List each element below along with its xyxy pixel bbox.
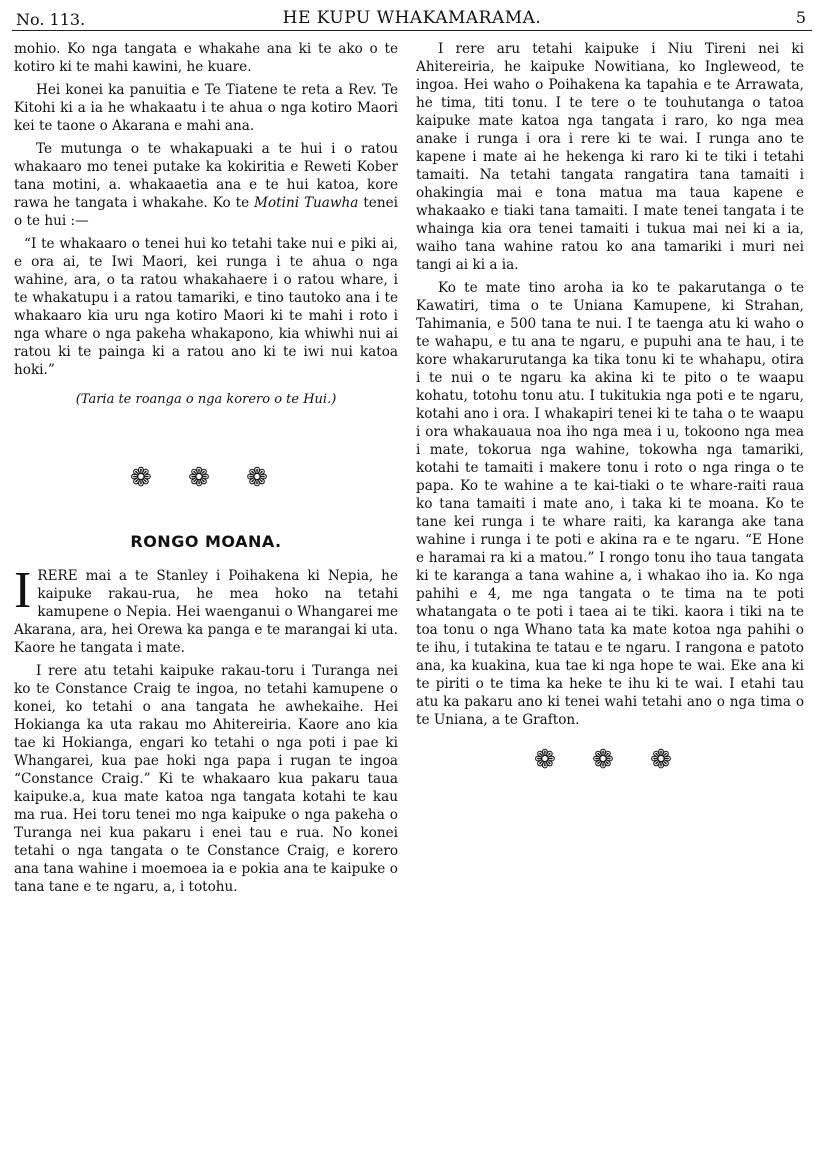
left-column bbox=[14, 40, 398, 901]
paragraph: Hei konei ka panuitia e Te Tiatene te reta a Rev. Te Kitohi ki a ia he whakaatu i te ahua o nga kotiro Maori kei te taone o Akarana e mahi ana. bbox=[14, 82, 398, 134]
paragraph bbox=[14, 140, 398, 230]
paragraph: I rere atu tetahi kaipuke rakau-toru i Turanga nei ko te Constance Craig te ingoa, no tetahi kamupene o konei, ko tetahi o ana tangata he awhekaihe. Hei Hokianga ka uta rakau mo Ahitereiria. Kaore ano kia tae ki Hokianga, engari ko tetahi o nga poti i pae ki Whangarei, kua pae hoki nga papa i rugan te ingoa “Constance Craig.” Ki te whakaaro kua pakaru taua kaipuke.a, kua mate katoa nga tangata kotahi te kau ma rua. Hei toru tenei mo nga kaipuke o nga pakeha o Turanga nei kua pakaru i enei tau e rua. No konei tetahi o nga tangata o te Constance Craig, e korero ana tana wahine i moemoea ia e pokia ana te kaipuke o tana tane e te ngaru, a, i totohu. bbox=[14, 663, 398, 895]
paragraph bbox=[14, 562, 398, 657]
motion-quote: “I te whakaaro o tenei hui ko tetahi take nui e piki ai, e ora ai, te Iwi Maori, kei runga i te ahua o nga wahine, ara, o ta ratou whakahaere i o ratou whare, i te whakatupu i a ratou tamariki, e tino tautoko ana i te whakaaro kia uru nga kotiro Maori ki te mahi i roto i nga whare o nga pakeha whakapono, kia whiwhi nui ai ratou ki te painga ki a ratou ano ki te iwi nui katoa hoki.” bbox=[14, 236, 398, 378]
page-number: 5 bbox=[795, 8, 806, 27]
paragraph: mohio. Ko nga tangata e whakahe ana ki te ako o te kotiro ki te mahi kawini, he kuare. bbox=[14, 41, 398, 75]
paragraph: I rere aru tetahi kaipuke i Niu Tireni nei ki Ahitereiria, he kaipuke Nowitiana, ko Ingleweod, te ingoa. Hei waho o Poihakena ka tapahia e te Arrawata, he tima, titi tonu. I te tere o te touhutanga o tatoa kaipuke mate katoa nga tangata i raro, ko nga mea anake i runga i ora i rere ki te wai. I runga ano te kapene i mate ai he hekenga ki raro ki te tiki i tetahi tamaiti. Na tetahi tangata rangatira tana tamaiti i ohakingia mai e tona matua ma taua kapene e whakaako e tiaki tana tamaiti. I mate tenei tangata i te whainga kia ora tenei tamaiti i tukua mai nei ki a ia, waiho tana wahine ratou ko ana tamariki i muri nei tangi ai ki a ia. bbox=[416, 41, 804, 273]
paragraph-text: tenei o te hui :— bbox=[14, 195, 398, 229]
publication-title: HE KUPU WHAKAMARAMA. bbox=[282, 8, 542, 28]
ornament-divider: ❁ ❁ ❁ bbox=[534, 745, 686, 775]
motion-title: Motini Tuawha bbox=[254, 195, 359, 211]
paragraph: Ko te mate tino aroha ia ko te pakarutanga o te Kawatiri, tima o te Uniana Kamupene, ki Strahan, Tahimania, e 500 tana te nui. I te taenga atu ki waho o te wahapu, e tu ana te ngaru, e pupuhi ana te hau, i te kore whakarurutanga ka tika tonu ki te whahapu, otira i te nui o te ngaru ka akina ki te pito o te waapu kohatu, totohu tonu atu. I tukitukia nga poti e te ngaru, kotahi ano i ora. I whakapiri tenei ki te taha o te waapu i ora whakauaua noa iho nga mea i u, tokoono nga mea i mate, tokorua nga wahine, tokowha nga tamariki, kotahi te tamaiti i makere tonu i roto o nga ringa o te papa. Ko te wahine a te kai-tiaki o te whare-raiti raua ko tana tamaiti i mate ano, i taka ki te moana. Ko te tane kei runga i te whare raiti, ka karanga ake tana wahine i runga i te poti e akina ra e te ngaru. “E Hone e haramai ra ki a matou.” I rongo tonu iho taua tangata ki te karanga a tana wahine a, i whakao iho ia. Ko nga pahihi e 4, me nga tangata o te tima na te poti whatangata o te poti i taea ai te tiki. kaora i tiki na te toa tonu o nga Whano tata ka mate kotoa nga pahihi o te ihu, i tutakina te tatau e te ngaru. I rangona e patoto ana, ka kuakina, kua tae ki nga hope te wai. Eke ana ki te piriti o te tima ka heke te ihu ki te wai. I etahi tau atu ka pakaru ano ki tenei wahi tetahi ano o nga tima o te Uniana, a te Grafton. bbox=[416, 280, 804, 728]
continuation-note: (Taria te roanga o nga korero o te Hui.) bbox=[75, 392, 337, 407]
paragraph-text: RERE mai a te Stanley i Poihakena ki Nepia, he kaipuke rakau-rua, he mea hoko na tetahi kamupene o Nepia. Hei waenganui o Whangarei me Akarana, ara, hei Orewa ka panga e te marangai ki uta. Kaore he tangata i mate. bbox=[14, 568, 398, 656]
paragraph-text: Te mutunga o te whakapuaki a te hui i o ratou whakaaro mo tenei putake ka kokiritia e Reweti Kober tana motini, a. whakaaetia ana e te hui katoa, kore rawa he tangata i whakahe. Ko te bbox=[14, 141, 398, 211]
ornament-divider: ❁ ❁ ❁ bbox=[130, 463, 282, 493]
section-title: RONGO MOANA. bbox=[130, 532, 282, 551]
drop-cap: I bbox=[14, 562, 32, 619]
issue-number: No. 113. bbox=[16, 10, 86, 29]
right-column bbox=[416, 40, 804, 775]
running-header bbox=[12, 4, 812, 31]
